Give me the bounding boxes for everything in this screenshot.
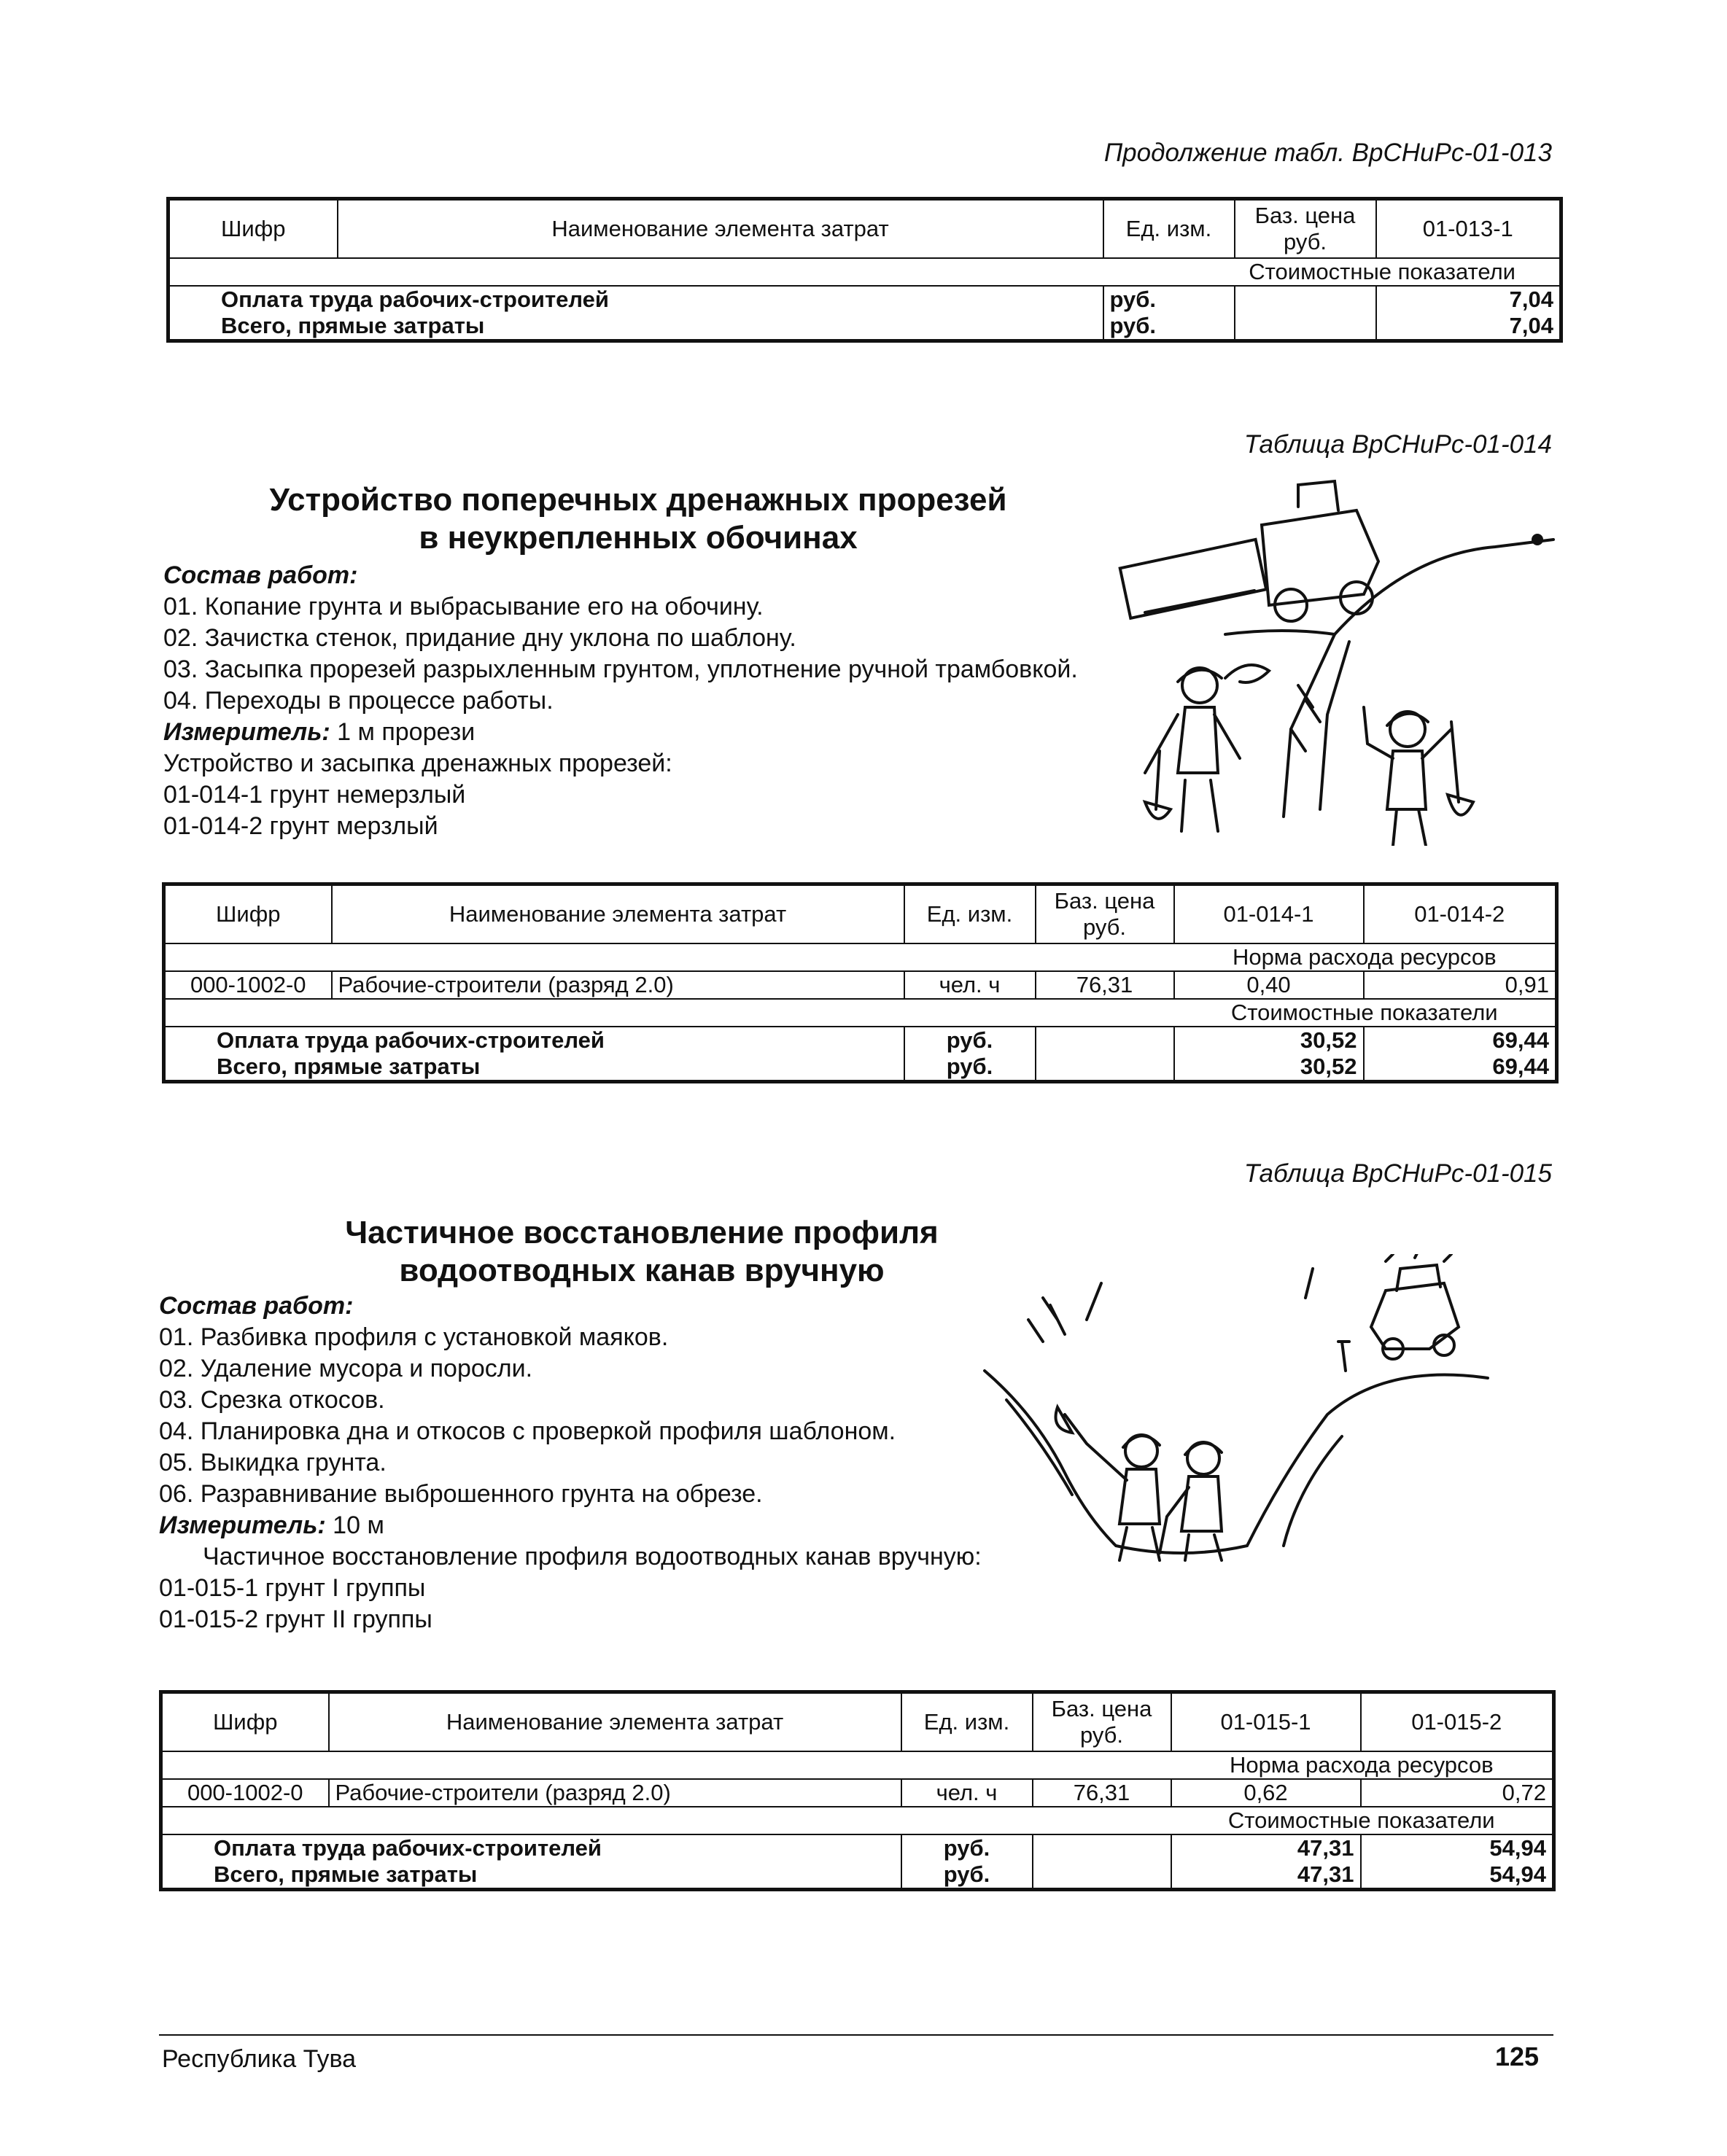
resource-code: 000-1002-0 — [164, 971, 332, 999]
title-line-2: в неукрепленных обочинах — [419, 520, 858, 556]
work-label: Состав работ: — [163, 561, 358, 589]
measure-label: Измеритель: — [163, 718, 330, 746]
section-norm-label: Норма расхода ресурсов — [1171, 1751, 1554, 1779]
work-description-01-014 — [163, 560, 1078, 842]
table-01-015 — [159, 1690, 1556, 1891]
work-step: 02. Удаление мусора и поросли. — [159, 1355, 533, 1382]
variant-item: 01-015-1 грунт I группы — [159, 1574, 426, 1602]
section-cost-label: Стоимостные показатели — [1174, 999, 1557, 1027]
table-caption-01-014: Таблица ВрСНиРс-01-014 — [1243, 430, 1552, 459]
footer-rule — [159, 2034, 1553, 2036]
work-step: 02. Зачистка стенок, придание дну уклона по шаблону. — [163, 624, 796, 652]
header-code: Шифр — [164, 884, 332, 944]
measure-line — [163, 717, 1078, 748]
header-variant: 01-013-1 — [1376, 199, 1561, 259]
header-base-price: Баз. цена руб. — [1033, 1692, 1171, 1752]
header-name: Наименование элемента затрат — [329, 1692, 901, 1752]
variants-intro: Частичное восстановление профиля водоотводных канав вручную: — [203, 1543, 982, 1571]
resource-name: Рабочие-строители (разряд 2.0) — [329, 1779, 901, 1807]
resource-value-2: 0,91 — [1364, 971, 1557, 999]
header-variant-2: 01-015-2 — [1361, 1692, 1554, 1752]
resource-unit: чел. ч — [901, 1779, 1033, 1807]
section-cost-label: Стоимостные показатели — [1171, 1807, 1554, 1834]
table-01-014 — [162, 882, 1559, 1083]
total-cost-value: 7,04 — [1376, 313, 1561, 341]
work-step: 03. Срезка откосов. — [159, 1386, 385, 1414]
variants-intro: Устройство и засыпка дренажных прорезей: — [163, 750, 672, 777]
header-unit: Ед. изм. — [1103, 199, 1235, 259]
labor-cost-value: 7,04 — [1376, 286, 1561, 313]
section-title-01-014 — [182, 481, 1094, 557]
labor-cost-unit: руб. — [904, 1027, 1036, 1054]
header-code: Шифр — [161, 1692, 329, 1752]
header-base-price: Баз. цена руб. — [1036, 884, 1174, 944]
work-step: 03. Засыпка прорезей разрыхленным грунтом, уплотнение ручной трамбовкой. — [163, 655, 1078, 683]
total-cost-unit: руб. — [1103, 313, 1235, 341]
labor-cost-value-2: 69,44 — [1364, 1027, 1557, 1054]
labor-cost-label: Оплата труда рабочих-строителей — [161, 1834, 901, 1861]
total-cost-unit: руб. — [904, 1054, 1036, 1082]
section-title-01-015 — [197, 1214, 1087, 1290]
section-norm-label: Норма расхода ресурсов — [1174, 943, 1557, 971]
resource-name: Рабочие-строители (разряд 2.0) — [332, 971, 904, 999]
resource-price: 76,31 — [1033, 1779, 1171, 1807]
total-cost-value-2: 69,44 — [1364, 1054, 1557, 1082]
illustration-ditch-workers — [977, 1254, 1532, 1589]
work-label: Состав работ: — [159, 1292, 354, 1320]
footer-region: Республика Тува — [162, 2045, 357, 2073]
labor-cost-unit: руб. — [1103, 286, 1235, 313]
total-cost-value-1: 47,31 — [1171, 1861, 1361, 1890]
total-cost-value-2: 54,94 — [1361, 1861, 1554, 1890]
header-unit: Ед. изм. — [901, 1692, 1033, 1752]
work-step: 04. Переходы в процессе работы. — [163, 687, 554, 715]
labor-cost-label: Оплата труда рабочих-строителей — [168, 286, 1103, 313]
table-continuation-caption: Продолжение табл. ВрСНиРс-01-013 — [1103, 139, 1552, 167]
measure-line — [159, 1510, 982, 1541]
work-step: 01. Разбивка профиля с установкой маяков. — [159, 1323, 669, 1351]
resource-price: 76,31 — [1036, 971, 1174, 999]
section-cost-label: Стоимостные показатели — [1235, 258, 1561, 286]
header-name: Наименование элемента затрат — [338, 199, 1103, 259]
header-variant-1: 01-014-1 — [1174, 884, 1364, 944]
labor-cost-unit: руб. — [901, 1834, 1033, 1861]
header-variant-2: 01-014-2 — [1364, 884, 1557, 944]
total-cost-label: Всего, прямые затраты — [161, 1861, 901, 1890]
work-description-01-015 — [159, 1291, 982, 1635]
total-cost-value-1: 30,52 — [1174, 1054, 1364, 1082]
labor-cost-value-1: 30,52 — [1174, 1027, 1364, 1054]
resource-code: 000-1002-0 — [161, 1779, 329, 1807]
work-step: 06. Разравнивание выброшенного грунта на обрезе. — [159, 1480, 763, 1508]
labor-cost-value-2: 54,94 — [1361, 1834, 1554, 1861]
header-unit: Ед. изм. — [904, 884, 1036, 944]
variant-item: 01-015-2 грунт II группы — [159, 1606, 432, 1633]
variant-item: 01-014-1 грунт немерзлый — [163, 781, 466, 809]
title-line-2: водоотводных канав вручную — [399, 1253, 885, 1288]
resource-unit: чел. ч — [904, 971, 1036, 999]
resource-value-2: 0,72 — [1361, 1779, 1554, 1807]
measure-label: Измеритель: — [159, 1511, 326, 1539]
resource-value-1: 0,40 — [1174, 971, 1364, 999]
header-name: Наименование элемента затрат — [332, 884, 904, 944]
work-step: 01. Копание грунта и выбрасывание его на обочину. — [163, 593, 764, 620]
illustration-drain-workers — [1116, 467, 1568, 846]
total-cost-unit: руб. — [901, 1861, 1033, 1890]
variant-item: 01-014-2 грунт мерзлый — [163, 812, 438, 840]
measure-value: 10 м — [325, 1511, 384, 1539]
labor-cost-label: Оплата труда рабочих-строителей — [164, 1027, 904, 1054]
table-01-013 — [166, 197, 1563, 343]
header-code: Шифр — [168, 199, 338, 259]
header-base-price: Баз. цена руб. — [1235, 199, 1376, 259]
work-step: 04. Планировка дна и откосов с проверкой профиля шаблоном. — [159, 1417, 896, 1445]
header-variant-1: 01-015-1 — [1171, 1692, 1361, 1752]
total-cost-label: Всего, прямые затраты — [168, 313, 1103, 341]
title-line-1: Частичное восстановление профиля — [345, 1215, 939, 1250]
title-line-1: Устройство поперечных дренажных прорезей — [269, 482, 1007, 518]
resource-value-1: 0,62 — [1171, 1779, 1361, 1807]
page-number: 125 — [1495, 2042, 1540, 2071]
work-step: 05. Выкидка грунта. — [159, 1449, 387, 1476]
total-cost-label: Всего, прямые затраты — [164, 1054, 904, 1082]
measure-value: 1 м прорези — [330, 718, 476, 746]
table-caption-01-015: Таблица ВрСНиРс-01-015 — [1243, 1159, 1552, 1188]
labor-cost-value-1: 47,31 — [1171, 1834, 1361, 1861]
